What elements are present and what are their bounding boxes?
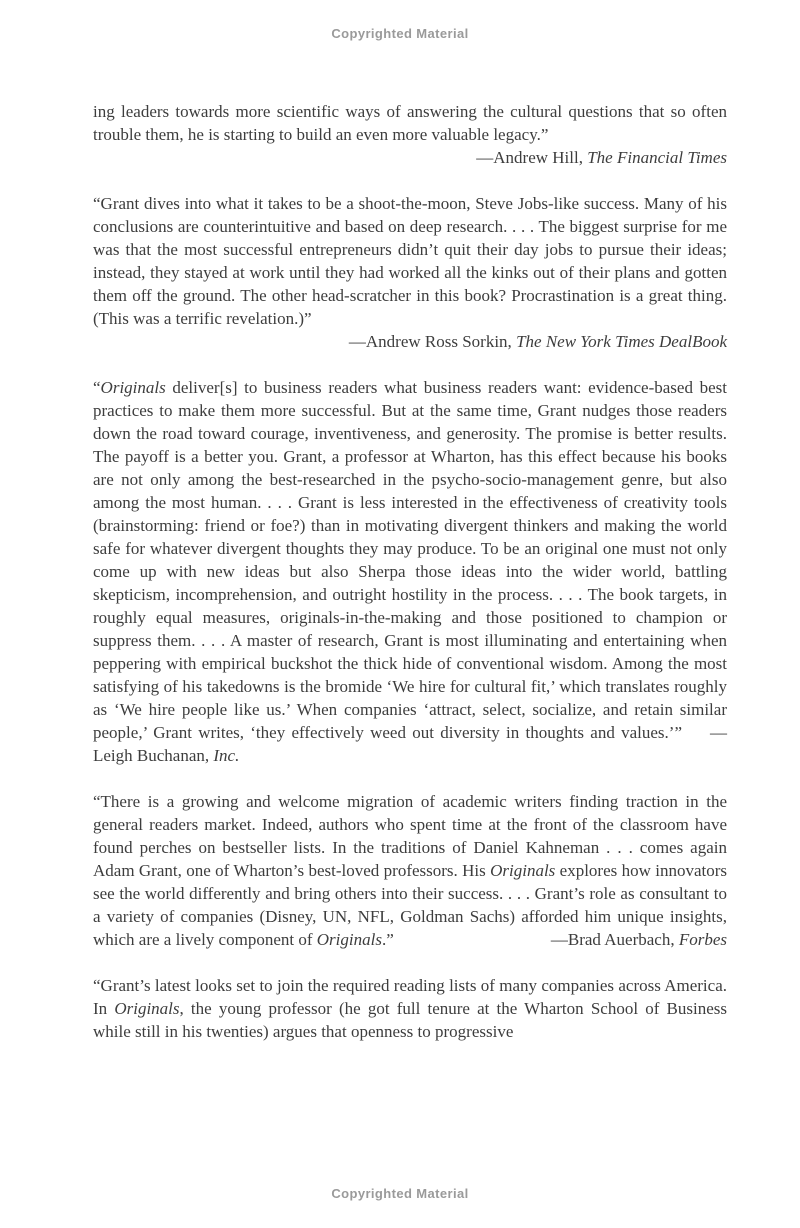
- reviews: [93, 100, 727, 1043]
- publication-name: The Financial Times: [587, 148, 727, 167]
- review-text: “: [93, 378, 101, 397]
- reviewer-name: —Andrew Hill,: [476, 148, 588, 167]
- review-paragraph: [93, 192, 727, 353]
- reviewer-name: —Andrew Ross Sorkin,: [348, 332, 517, 351]
- review-text-italic: Originals: [100, 378, 166, 397]
- review-text-italic: Originals: [490, 861, 556, 880]
- review-text: “There is a growing and welcome migration of academic writers finding traction in the general readers market. Indeed, authors who spent time at the front of the classroom have found perches on bestseller lists. In the traditions of Daniel Kahneman . . . comes again Adam Grant, one of Wharton’s best-loved professors. His: [93, 792, 727, 880]
- review-attribution: [476, 148, 727, 167]
- review-text: “Grant dives into what it takes to be a shoot-the-moon, Steve Jobs-like success. Many of his conclusions are counterintuitive and based on deep research. . . . The biggest surprise for me was that the most successful entrepreneurs didn’t quit their day jobs to pursue their ideas; instead, they stayed at work until they had worked all the kinks out of their plans and gotten them off the ground. The other head-scratcher in this book? Procrastination is a great thing. (This was a terrific revelation.)”: [93, 194, 727, 328]
- copyright-notice-top: Copyrighted Material: [331, 26, 469, 41]
- review-paragraph: [93, 790, 727, 951]
- reviewer-name: —Leigh Buchanan,: [93, 723, 727, 765]
- review-attribution: [349, 332, 727, 351]
- copyright-notice-bottom: Copyrighted Material: [331, 1186, 469, 1201]
- review-text-italic: Originals: [114, 999, 180, 1018]
- review-paragraph: [93, 974, 727, 1043]
- review-text: ing leaders towards more scientific ways of answering the cultural questions that so often trouble them, he is starting to build an even more valuable legacy.”: [93, 102, 727, 144]
- review-text: explores how innovators see the world differently and bring others into their success. . . . Grant’s role as consultant to a variety of companies (Disney, UN, NFL, Goldman Sachs) afforded him unique insights, which are a lively component of: [93, 861, 727, 949]
- review-text-italic: Originals: [316, 930, 382, 949]
- publication-name: Inc.: [213, 746, 240, 765]
- review-text: .”: [381, 930, 394, 949]
- review-text: , the young professor (he got full tenure at the Wharton School of Business while still in his twenties) argues that openness to progressive: [93, 999, 727, 1041]
- review-text: “Grant’s latest looks set to join the required reading lists of many companies across America. In: [93, 976, 727, 1018]
- review-attribution: [551, 928, 727, 951]
- attribution-line: [93, 330, 727, 353]
- review-paragraph: [93, 100, 727, 169]
- attribution-line: [93, 146, 727, 169]
- review-paragraph: [93, 376, 727, 767]
- publication-name: The New York Times DealBook: [516, 332, 727, 351]
- publication-name: Forbes: [678, 930, 727, 949]
- review-text: deliver[s] to business readers what business readers want: evidence-based best practices to make them more successful. But at the same time, Grant nudges those readers down the road toward courage, inventiveness, and generosity. The promise is better results. The payoff is a better you. Grant, a professor at Wharton, has this effect because his books are not only among the best-researched in the psycho-socio-management genre, but also among the most human. . . . Grant is less interested in the effectiveness of creativity tools (brainstorming: friend or foe?) than in motivating divergent thinkers and making the world safe for whatever divergent thoughts they may produce. To be an original one must not only come up with new ideas but also Sherpa those ideas into the wider world, battling skepticism, incomprehension, and outright hostility in the process. . . . The book targets, in roughly equal measures, originals-in-the-making and those positioned to champion or suppress them. . . . A master of research, Grant is most illuminating and entertaining when peppering with empirical buckshot the thick hide of conventional wisdom. Among the most satisfying of his takedowns is the bromide ‘We hire for cultural fit,’ which translates roughly as ‘We hire people like us.’ When companies ‘attract, select, socialize, and retain similar people,’ Grant writes, ‘they effectively weed out diversity in thoughts and values.’”: [93, 378, 727, 742]
- reviewer-name: —Brad Auerbach,: [550, 930, 679, 949]
